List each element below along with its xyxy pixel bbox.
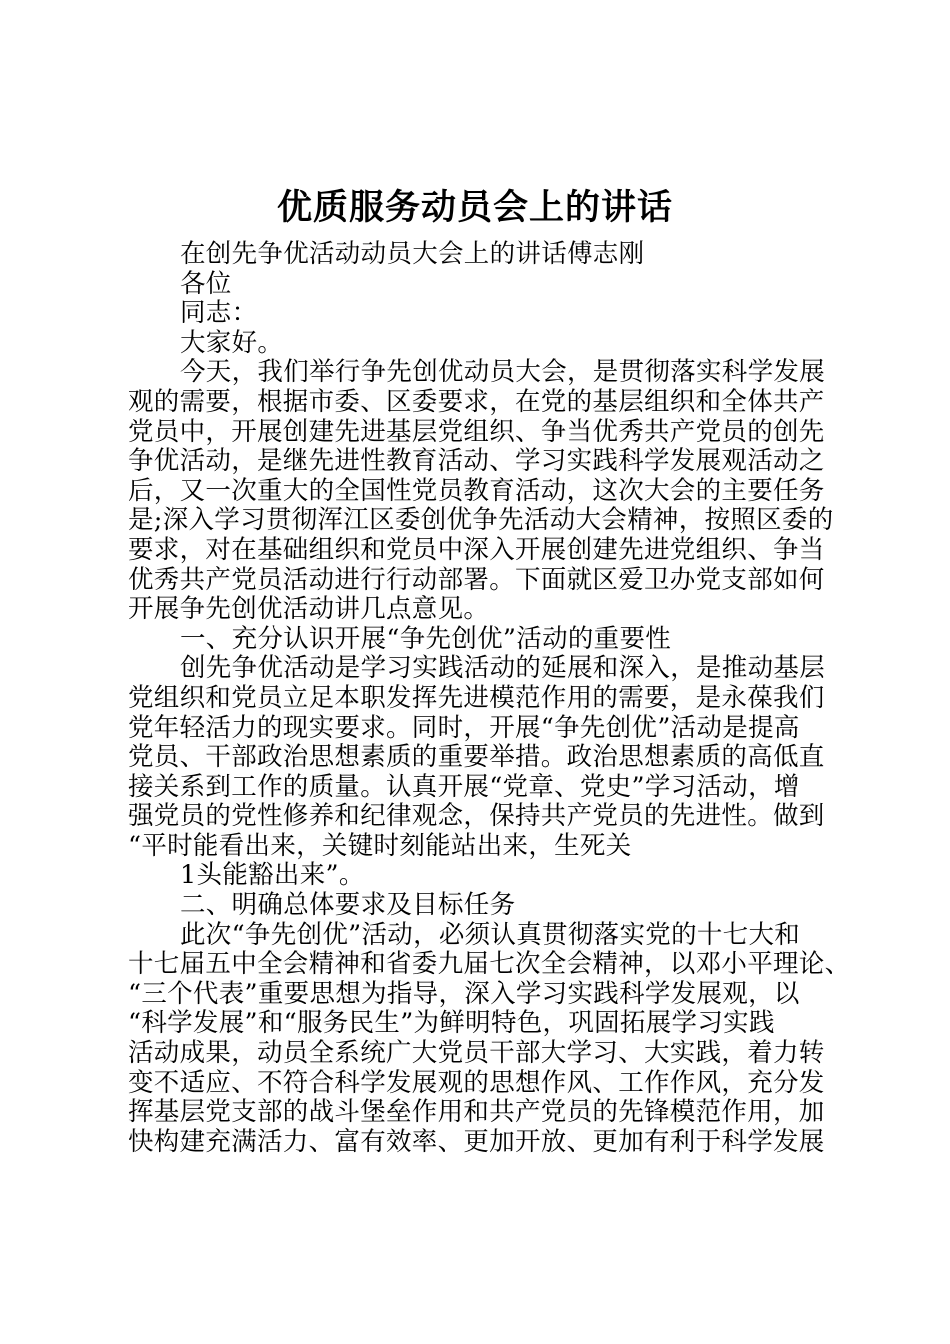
body-line: 1头能豁出来”。 bbox=[180, 860, 365, 891]
body-line: 今天，我们举行争先创优动员大会，是贯彻落实科学发展 bbox=[180, 357, 826, 388]
body-line: 大家好。 bbox=[180, 327, 284, 358]
body-line: 一、充分认识开展“争先创优”活动的重要性 bbox=[180, 623, 672, 654]
body-line: 二、明确总体要求及目标任务 bbox=[180, 890, 516, 921]
body-line: 优秀共产党员活动进行行动部署。下面就区爱卫办党支部如何 bbox=[128, 564, 825, 595]
body-line: “三个代表”重要思想为指导，深入学习实践科学发展观，以 bbox=[128, 978, 800, 1009]
body-line: 变不适应、不符合科学发展观的思想作风、工作作风，充分发 bbox=[128, 1067, 825, 1098]
body-line: 观的需要，根据市委、区委要求，在党的基层组织和全体共产 bbox=[128, 386, 825, 417]
body-line: 是;深入学习贯彻浑江区委创优争先活动大会精神，按照区委的 bbox=[128, 505, 834, 536]
document-body bbox=[128, 239, 851, 1157]
body-line: 各位 bbox=[180, 268, 232, 299]
body-line: 强党员的党性修养和纪律观念，保持共产党员的先进性。做到 bbox=[128, 801, 825, 832]
body-line: 创先争优活动是学习实践活动的延展和深入，是推动基层 bbox=[180, 653, 826, 684]
body-line: 接关系到工作的质量。认真开展“党章、党史”学习活动，增 bbox=[128, 771, 800, 802]
body-line: 在创先争优活动动员大会上的讲话傅志刚 bbox=[180, 239, 645, 269]
body-line: 党组织和党员立足本职发挥先进模范作用的需要，是永葆我们 bbox=[128, 682, 825, 713]
body-line: 开展争先创优活动讲几点意见。 bbox=[128, 594, 490, 625]
body-line: 活动成果，动员全系统广大党员干部大学习、大实践，着力转 bbox=[128, 1038, 825, 1069]
body-line: 十七届五中全会精神和省委九届七次全会精神，以邓小平理论、 bbox=[128, 949, 851, 980]
body-line: 党年轻活力的现实要求。同时，开展“争先创优”活动是提高 bbox=[128, 712, 800, 743]
body-line: 党员中，开展创建先进基层党组织、争当优秀共产党员的创先 bbox=[128, 416, 825, 447]
body-line: 争优活动，是继先进性教育活动、学习实践科学发展观活动之 bbox=[128, 446, 825, 477]
body-line: “科学发展”和“服务民生”为鲜明特色，巩固拓展学习实践 bbox=[128, 1008, 775, 1039]
body-line: 要求，对在基础组织和党员中深入开展创建先进党组织、争当 bbox=[128, 534, 825, 565]
body-line: 同志： bbox=[180, 298, 258, 329]
body-line: 后，又一次重大的全国性党员教育活动，这次大会的主要任务 bbox=[128, 475, 825, 506]
body-line: “平时能看出来，关键时刻能站出来，生死关 bbox=[128, 830, 632, 861]
body-line: 此次“争先创优”活动，必须认真贯彻落实党的十七大和 bbox=[180, 919, 801, 950]
body-line: 挥基层党支部的战斗堡垒作用和共产党员的先锋模范作用，加 bbox=[128, 1097, 825, 1128]
document-title: 优质服务动员会上的讲话 bbox=[276, 188, 673, 228]
body-line: 党员、干部政治思想素质的重要举措。政治思想素质的高低直 bbox=[128, 742, 825, 773]
body-line: 快构建充满活力、富有效率、更加开放、更加有利于科学发展 bbox=[128, 1126, 825, 1157]
